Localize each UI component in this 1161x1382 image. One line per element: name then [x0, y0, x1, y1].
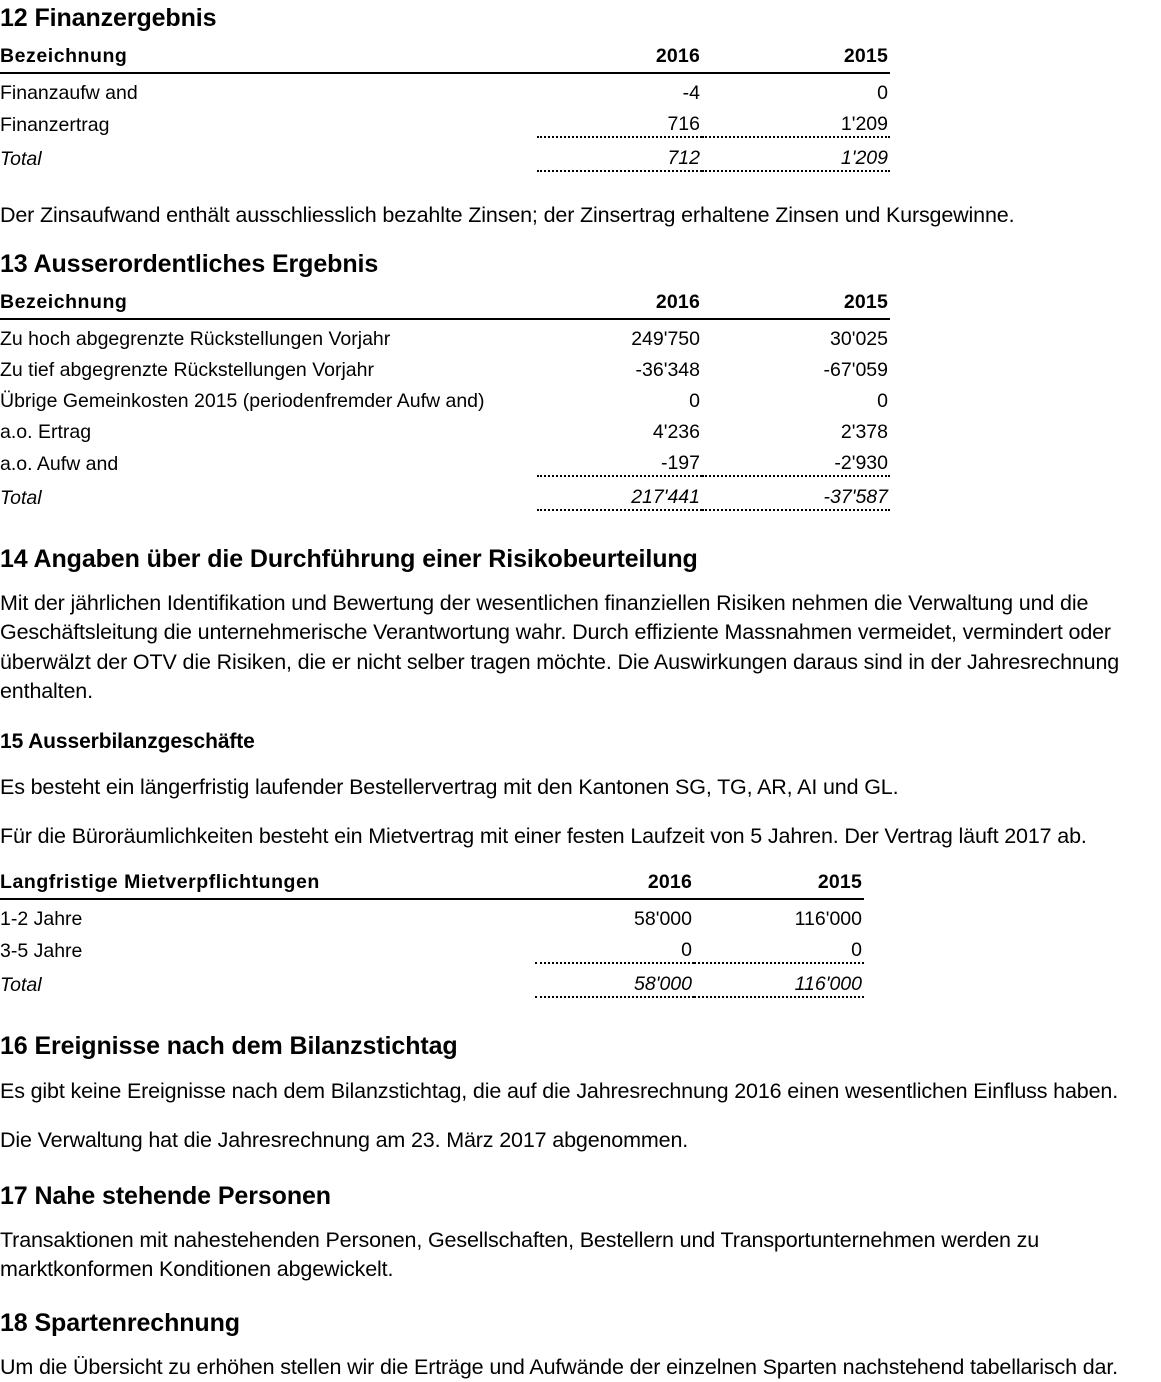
section-heading-13: 13 Ausserordentliches Ergebnis [0, 250, 379, 279]
table-total-row [0, 963, 864, 997]
column-header-2016: 2016 [655, 291, 700, 314]
paragraph-risikobeurteilung: Mit der jährlichen Identifikation und Bewertung der wesentlichen finanziellen Risiken nehmen die Verwaltung und die Geschäftsleitung die unternehmerische Verantwortung wahr. Durch effiziente Massnahmen vermeidet, vermindert oder überwälzt der OTV die Risiken, die er nicht selber tragen möchte. Die Auswirkungen daraus sind in der Jahresrechnung enthalten. [0, 591, 1120, 703]
table-header [0, 291, 890, 319]
table-ausserordentliches-ergebnis [0, 291, 890, 518]
section-heading-15: 15 Ausserbilanzgeschäfte [0, 730, 255, 754]
row-value-2015: 30'025 [830, 328, 888, 351]
table-closing-rule [0, 171, 890, 179]
closing-rule-2015 [694, 997, 864, 1005]
column-header-2015: 2015 [843, 45, 888, 67]
table-closing-rule [0, 510, 890, 518]
closing-rule-2015 [702, 510, 890, 518]
closing-rule-2016 [537, 510, 702, 518]
section-heading-17: 17 Nahe stehende Personen [0, 1181, 331, 1210]
row-label: Zu hoch abgegrenzte Rückstellungen Vorjahr [0, 328, 391, 351]
table-row [0, 105, 890, 137]
table-header [0, 871, 864, 899]
paragraph-mietvertrag: Für die Büroräumlichkeiten besteht ein Mietvertrag mit einer festen Laufzeit von 5 Jahren. Der Vertrag läuft 2017 ab. [0, 823, 1087, 848]
total-value-2015: 116'000 [694, 963, 864, 997]
row-label: a.o. Aufw and [0, 453, 119, 476]
row-label: 3-5 Jahre [0, 940, 83, 963]
row-value-2015: 1'209 [840, 113, 888, 135]
row-value-2016: -36'348 [635, 359, 700, 382]
table-row [0, 413, 890, 444]
spacer-cell [0, 997, 535, 1005]
table-header-row [0, 45, 890, 73]
document-page [0, 4, 1161, 1382]
row-value-2016: 0 [689, 390, 700, 413]
total-value-2015: -37'587 [702, 476, 890, 510]
paragraph-zinsaufwand-note: Der Zinsaufwand enthält ausschliesslich bezahlte Zinsen; der Zinsertrag erhaltene Zinsen und Kursgewinne. [0, 203, 1015, 227]
total-value-2015: 1'209 [702, 137, 890, 171]
total-label: Total [0, 974, 42, 997]
paragraph-bilanzstichtag: Es gibt keine Ereignisse nach dem Bilanzstichtag, die auf die Jahresrechnung 2016 einen wesentlichen Einfluss haben. [0, 1079, 1119, 1104]
section-heading-18: 18 Spartenrechnung [0, 1309, 240, 1338]
row-value-2015: 0 [851, 939, 862, 962]
table-row [0, 319, 890, 351]
section-heading-12: 12 Finanzergebnis [0, 4, 217, 32]
row-label: Finanzaufw and [0, 82, 138, 104]
table-row [0, 444, 890, 476]
table-row [0, 351, 890, 382]
table-closing-rule [0, 997, 864, 1005]
closing-rule-2016 [537, 171, 702, 179]
table-header [0, 45, 890, 73]
row-value-2016: 716 [667, 113, 700, 135]
table-langfristige-mietverpflichtungen [0, 871, 864, 1005]
row-label: 1-2 Jahre [0, 908, 83, 931]
paragraph-spartenrechnung: Um die Übersicht zu erhöhen stellen wir die Erträge und Aufwände der einzelnen Sparten nachstehend tabellarisch dar. [0, 1355, 1119, 1380]
row-label: Zu tief abgegrenzte Rückstellungen Vorjahr [0, 359, 374, 382]
spacer-cell [0, 510, 537, 518]
column-header-label: Langfristige Mietverpflichtungen [0, 871, 320, 894]
row-label: a.o. Ertrag [0, 421, 92, 444]
row-value-2015: 0 [877, 82, 888, 104]
total-value-2016: 217'441 [537, 476, 702, 510]
table-header-row [0, 871, 864, 899]
row-value-2015: -67'059 [823, 359, 888, 382]
table-header-row [0, 291, 890, 319]
total-value-2016: 58'000 [535, 963, 694, 997]
column-header-2016: 2016 [655, 45, 700, 67]
table-finanzergebnis [0, 45, 890, 179]
table-row [0, 899, 864, 931]
row-value-2015: 0 [877, 390, 888, 413]
row-value-2015: 116'000 [794, 908, 862, 931]
table-row [0, 382, 890, 413]
total-value-2016: 712 [537, 137, 702, 171]
row-value-2016: 249'750 [631, 328, 700, 351]
row-label: Finanzertrag [0, 114, 110, 136]
column-header-2015: 2015 [843, 291, 888, 314]
spacer-cell [0, 171, 537, 179]
row-value-2015: 2'378 [840, 421, 888, 444]
table-row [0, 931, 864, 963]
total-label: Total [0, 148, 42, 170]
row-value-2016: 4'236 [652, 421, 700, 444]
row-value-2016: 0 [681, 939, 692, 962]
table-row [0, 73, 890, 105]
column-header-label: Bezeichnung [0, 45, 128, 67]
section-heading-14: 14 Angaben über die Durchführung einer Risikobeurteilung [0, 545, 698, 574]
total-label: Total [0, 487, 42, 510]
paragraph-abnahme-jahresrechnung: Die Verwaltung hat die Jahresrechnung am 23. März 2017 abgenommen. [0, 1128, 689, 1153]
closing-rule-2015 [702, 171, 890, 179]
row-value-2016: -4 [682, 82, 700, 104]
paragraph-bestellervertrag: Es besteht ein längerfristig laufender Bestellervertrag mit den Kantonen SG, TG, AR, AI und GL. [0, 774, 899, 799]
table-total-row [0, 137, 890, 171]
row-value-2016: 58'000 [634, 908, 692, 931]
closing-rule-2016 [535, 997, 694, 1005]
row-value-2015: -2'930 [834, 452, 888, 475]
column-header-2016: 2016 [647, 871, 692, 894]
row-label: Übrige Gemeinkosten 2015 (periodenfremder Aufw and) [0, 390, 485, 413]
section-heading-16: 16 Ereignisse nach dem Bilanzstichtag [0, 1032, 458, 1061]
table-total-row [0, 476, 890, 510]
column-header-label: Bezeichnung [0, 291, 128, 314]
row-value-2016: -197 [660, 452, 700, 475]
column-header-2015: 2015 [817, 871, 862, 894]
paragraph-nahe-stehende-personen: Transaktionen mit nahestehenden Personen, Gesellschaften, Bestellern und Transportunternehmen werden zu marktkonformen Konditionen abgewickelt. [0, 1227, 1040, 1281]
